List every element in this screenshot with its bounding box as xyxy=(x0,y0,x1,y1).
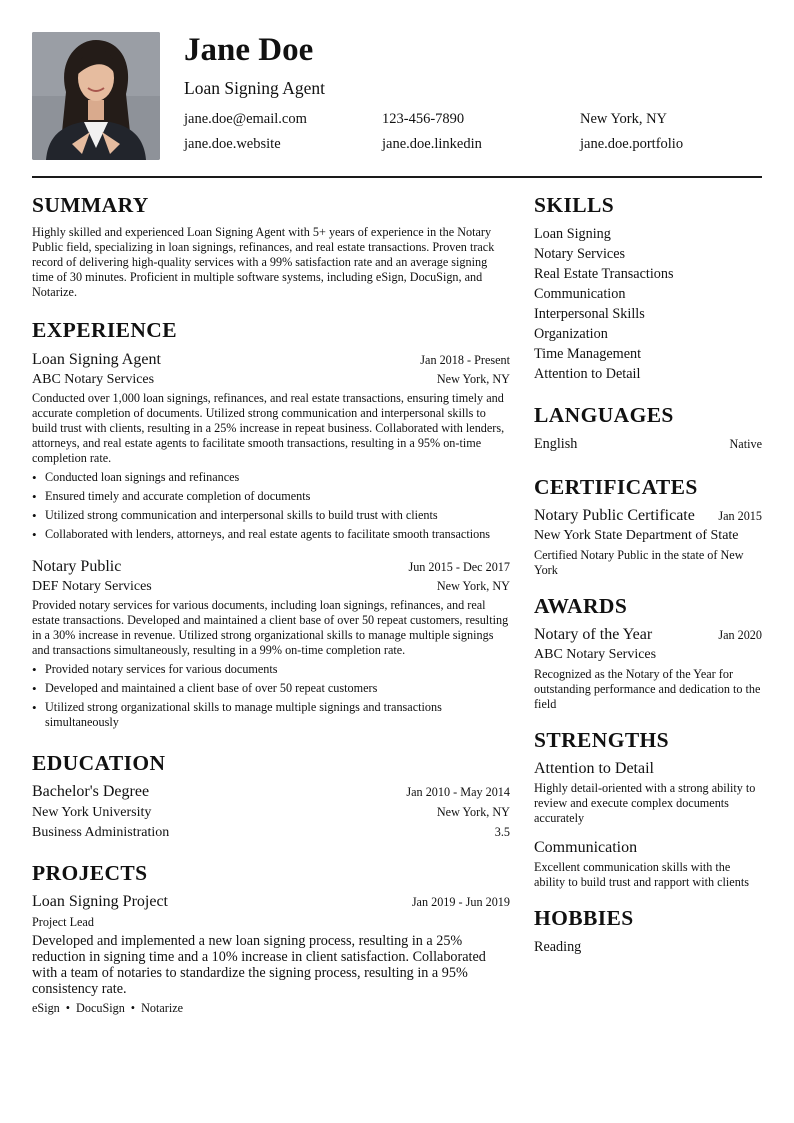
contact-email: jane.doe@email.com xyxy=(184,111,307,127)
skill-item: Notary Services xyxy=(534,246,626,262)
bullet-item: • Utilized strong communication and interpersonal skills to build trust with clients xyxy=(32,508,510,523)
education-gpa: 3.5 xyxy=(494,825,510,839)
experience-item xyxy=(32,557,510,730)
hobbies-section xyxy=(534,905,762,957)
project-tags xyxy=(32,1000,510,1016)
skill-item: Time Management xyxy=(534,346,642,362)
tag-item: Notarize xyxy=(141,1001,184,1015)
strength-name: Attention to Detail xyxy=(534,760,654,777)
section-heading: EXPERIENCE xyxy=(32,318,177,342)
candidate-title: Loan Signing Agent xyxy=(184,78,325,98)
job-company: ABC Notary Services xyxy=(32,372,155,387)
portrait-icon xyxy=(32,32,160,160)
experience-item xyxy=(32,350,510,542)
job-location: New York, NY xyxy=(436,372,510,386)
project-dates: Jan 2019 - Jun 2019 xyxy=(411,895,510,909)
experience-section xyxy=(32,317,510,730)
award-description: Recognized as the Notary of the Year for outstanding performance and dedication to the field xyxy=(534,667,761,711)
contact-location: New York, NY xyxy=(580,111,668,127)
bullet-item: • Collaborated with lenders, attorneys, and real estate agents to facilitate smooth transactions xyxy=(32,527,510,542)
projects-section xyxy=(32,860,510,1016)
skill-item: Interpersonal Skills xyxy=(534,306,645,322)
tag-separator: • xyxy=(130,1001,136,1015)
contact-website: jane.doe.website xyxy=(184,136,281,152)
award-date: Jan 2020 xyxy=(718,628,762,642)
contact-phone: 123-456-7890 xyxy=(382,111,465,127)
education-school: New York University xyxy=(32,805,152,820)
resume-header xyxy=(32,32,762,160)
job-bullets xyxy=(32,470,510,542)
tag-item: eSign xyxy=(32,1001,60,1015)
project-description: Developed and implemented a new loan signing process, resulting in a 25% reduction in signing time and a 10% increase in client satisfaction. Collaborated with a team of notaries to standardize the signing process, resulting in a 95% consistency rate. xyxy=(32,933,486,997)
job-description: Conducted over 1,000 loan signings, refinances, and real estate transactions, ensuring timely and accurate completion of documents. Utilized strong communication and interpersonal skills to build trust with clients, resulting in a 25% increase in repeat business. Collaborated with lenders, attorneys, and real estate agents to facilitate smooth transactions, resulting in a 95% on-time completion rate. xyxy=(32,391,505,465)
bullet-item: • Utilized strong organizational skills to manage multiple signings and transactions simultaneously xyxy=(32,700,510,730)
section-heading: STRENGTHS xyxy=(534,728,670,752)
awards-section xyxy=(534,593,762,712)
summary-section xyxy=(32,192,510,300)
strength-name: Communication xyxy=(534,839,638,856)
bullet-item: • Provided notary services for various documents xyxy=(32,662,510,677)
section-heading: LANGUAGES xyxy=(534,403,674,427)
education-dates: Jan 2010 - May 2014 xyxy=(406,785,510,799)
project-role: Project Lead xyxy=(32,915,94,929)
tag-separator: • xyxy=(65,1001,71,1015)
job-company: DEF Notary Services xyxy=(32,579,152,594)
strengths-section xyxy=(534,727,762,890)
job-dates: Jan 2018 - Present xyxy=(420,353,510,367)
certificate-date: Jan 2015 xyxy=(718,509,762,523)
skill-item: Attention to Detail xyxy=(534,366,641,382)
award-name: Notary of the Year xyxy=(534,626,653,643)
job-position: Loan Signing Agent xyxy=(32,351,161,368)
tag-item: DocuSign xyxy=(76,1001,125,1015)
strength-item xyxy=(534,838,762,890)
skill-item: Loan Signing xyxy=(534,226,611,242)
header-divider xyxy=(32,176,762,178)
summary-text: Highly skilled and experienced Loan Signing Agent with 5+ years of experience in the Notary Public field, specializing in loan signings, refinances, and real estate transactions. Proven track record of delivering high-quality services with a 99% satisfaction rate and an average signing time of 30 minutes. Proficient in multiple software systems, including eSign, DocuSign, and Notarize. xyxy=(32,225,495,299)
strength-item xyxy=(534,759,762,826)
job-bullets xyxy=(32,662,510,730)
candidate-name: Jane Doe xyxy=(184,32,314,68)
award-issuer: ABC Notary Services xyxy=(534,647,657,662)
job-description: Provided notary services for various documents, including loan signings, refinances, and real estate transactions. Developed and maintained a client base of over 50 repeat customers, resulting in a 30% increase in revenue. Utilized strong organizational skills to manage multiple signings and transactions simultaneously, resulting in a 99% on-time completion rate. xyxy=(32,598,509,657)
skill-item: Organization xyxy=(534,326,608,342)
section-heading: PROJECTS xyxy=(32,861,148,885)
sidebar-column xyxy=(534,192,762,957)
education-location: New York, NY xyxy=(436,805,510,819)
languages-section xyxy=(534,402,762,454)
section-heading: AWARDS xyxy=(534,594,628,618)
certificates-section xyxy=(534,474,762,578)
skill-item: Real Estate Transactions xyxy=(534,266,674,282)
language-level: Native xyxy=(729,437,762,451)
certificate-name: Notary Public Certificate xyxy=(534,507,695,524)
education-field: Business Administration xyxy=(32,825,170,840)
skills-section xyxy=(534,192,762,384)
bullet-item: • Conducted loan signings and refinances xyxy=(32,470,510,485)
bullet-item: • Developed and maintained a client base of over 50 repeat customers xyxy=(32,681,510,696)
profile-photo xyxy=(32,32,160,160)
strength-description: Highly detail-oriented with a strong ability to review and execute complex documents accurately xyxy=(534,781,756,825)
language-name: English xyxy=(534,436,578,452)
main-column xyxy=(32,192,510,1016)
section-heading: EDUCATION xyxy=(32,751,166,775)
job-location: New York, NY xyxy=(436,579,510,593)
section-heading: CERTIFICATES xyxy=(534,475,698,499)
job-position: Notary Public xyxy=(32,558,122,575)
job-dates: Jun 2015 - Dec 2017 xyxy=(408,560,510,574)
skill-item: Communication xyxy=(534,286,626,302)
section-heading: SUMMARY xyxy=(32,193,149,217)
bullet-item: • Ensured timely and accurate completion of documents xyxy=(32,489,510,504)
skills-list xyxy=(534,224,762,384)
contact-portfolio: jane.doe.portfolio xyxy=(580,136,684,152)
certificate-issuer: New York State Department of State xyxy=(534,528,739,543)
strength-description: Excellent communication skills with the ability to build trust and rapport with clients xyxy=(534,860,749,889)
section-heading: HOBBIES xyxy=(534,906,634,930)
certificate-description: Certified Notary Public in the state of New York xyxy=(534,548,744,577)
section-heading: SKILLS xyxy=(534,193,615,217)
hobby-item: Reading xyxy=(534,939,582,955)
education-degree: Bachelor's Degree xyxy=(32,783,150,800)
contact-linkedin: jane.doe.linkedin xyxy=(382,136,482,152)
project-name: Loan Signing Project xyxy=(32,893,168,910)
education-section xyxy=(32,750,510,842)
